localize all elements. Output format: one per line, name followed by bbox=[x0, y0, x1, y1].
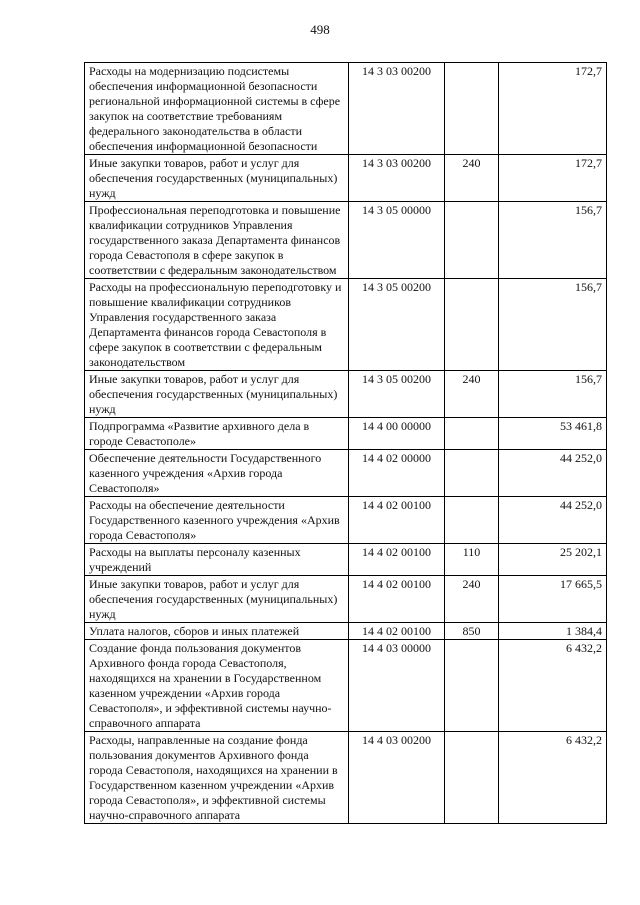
row-sum: 172,7 bbox=[499, 63, 607, 155]
row-sum: 156,7 bbox=[499, 202, 607, 279]
row-expense-type: 240 bbox=[445, 155, 499, 202]
table-row bbox=[85, 371, 607, 418]
row-expense-type bbox=[445, 497, 499, 544]
row-sum: 6 432,2 bbox=[499, 640, 607, 732]
table-row bbox=[85, 155, 607, 202]
row-name: Обеспечение деятельности Государственного казенного учреждения «Архив города Севастополя» bbox=[85, 450, 349, 497]
row-name: Иные закупки товаров, работ и услуг для обеспечения государственных (муниципальных) нужд bbox=[85, 576, 349, 623]
row-expense-type: 240 bbox=[445, 576, 499, 623]
row-sum: 6 432,2 bbox=[499, 732, 607, 824]
table-row bbox=[85, 497, 607, 544]
table-row bbox=[85, 732, 607, 824]
table-row bbox=[85, 640, 607, 732]
row-name: Расходы на выплаты персоналу казенных учреждений bbox=[85, 544, 349, 576]
table-row bbox=[85, 623, 607, 640]
row-expense-type bbox=[445, 279, 499, 371]
row-code: 14 4 02 00100 bbox=[349, 497, 445, 544]
row-sum: 156,7 bbox=[499, 371, 607, 418]
row-name: Подпрограмма «Развитие архивного дела в городе Севастополе» bbox=[85, 418, 349, 450]
page-number: 498 bbox=[310, 22, 330, 37]
table-row bbox=[85, 544, 607, 576]
row-expense-type: 240 bbox=[445, 371, 499, 418]
budget-table bbox=[84, 62, 607, 824]
row-expense-type: 110 bbox=[445, 544, 499, 576]
row-sum: 17 665,5 bbox=[499, 576, 607, 623]
row-name: Расходы, направленные на создание фонда пользования документов Архивного фонда города Севастополя, находящихся на хранении в Государственном казенном учреждении «Архив города Севастополя», и эффективной системы научно-справочного аппарата bbox=[85, 732, 349, 824]
row-expense-type bbox=[445, 418, 499, 450]
row-sum: 25 202,1 bbox=[499, 544, 607, 576]
row-expense-type bbox=[445, 202, 499, 279]
row-code: 14 3 03 00200 bbox=[349, 155, 445, 202]
budget-table-body bbox=[85, 63, 607, 824]
row-name: Расходы на профессиональную переподготовку и повышение квалификации сотрудников Управления государственного заказа Департамента финансов города Севастополя в сфере закупок в соответствии с федеральным законодательством bbox=[85, 279, 349, 371]
row-code: 14 4 00 00000 bbox=[349, 418, 445, 450]
row-name: Профессиональная переподготовка и повышение квалификации сотрудников Управления государственного заказа Департамента финансов города Севастополя в сфере закупок в соответствии с федеральным законодательством bbox=[85, 202, 349, 279]
table-row bbox=[85, 279, 607, 371]
row-name: Расходы на обеспечение деятельности Государственного казенного учреждения «Архив города Севастополя» bbox=[85, 497, 349, 544]
row-expense-type: 850 bbox=[445, 623, 499, 640]
row-name: Создание фонда пользования документов Архивного фонда города Севастополя, находящихся на хранении в Государственном казенном учреждении «Архив города Севастополя», и эффективной системы научно-справочного аппарата bbox=[85, 640, 349, 732]
row-code: 14 3 05 00200 bbox=[349, 279, 445, 371]
row-expense-type bbox=[445, 732, 499, 824]
row-sum: 156,7 bbox=[499, 279, 607, 371]
row-code: 14 4 03 00000 bbox=[349, 640, 445, 732]
row-name: Иные закупки товаров, работ и услуг для обеспечения государственных (муниципальных) нужд bbox=[85, 371, 349, 418]
table-row bbox=[85, 418, 607, 450]
row-sum: 44 252,0 bbox=[499, 497, 607, 544]
row-sum: 53 461,8 bbox=[499, 418, 607, 450]
row-name: Иные закупки товаров, работ и услуг для обеспечения государственных (муниципальных) нужд bbox=[85, 155, 349, 202]
row-name: Расходы на модернизацию подсистемы обеспечения информационной безопасности региональной информационной системы в сфере закупок на соответствие требованиям федерального законодательства в области обеспечения информационной безопасности bbox=[85, 63, 349, 155]
row-sum: 172,7 bbox=[499, 155, 607, 202]
row-code: 14 3 05 00000 bbox=[349, 202, 445, 279]
row-code: 14 4 02 00100 bbox=[349, 544, 445, 576]
row-code: 14 4 03 00200 bbox=[349, 732, 445, 824]
row-code: 14 4 02 00100 bbox=[349, 623, 445, 640]
row-code: 14 3 03 00200 bbox=[349, 63, 445, 155]
row-expense-type bbox=[445, 640, 499, 732]
table-row bbox=[85, 202, 607, 279]
table-row bbox=[85, 63, 607, 155]
row-expense-type bbox=[445, 450, 499, 497]
row-code: 14 3 05 00200 bbox=[349, 371, 445, 418]
table-row bbox=[85, 576, 607, 623]
row-sum: 44 252,0 bbox=[499, 450, 607, 497]
row-expense-type bbox=[445, 63, 499, 155]
row-code: 14 4 02 00000 bbox=[349, 450, 445, 497]
row-name: Уплата налогов, сборов и иных платежей bbox=[85, 623, 349, 640]
row-sum: 1 384,4 bbox=[499, 623, 607, 640]
table-row bbox=[85, 450, 607, 497]
row-code: 14 4 02 00100 bbox=[349, 576, 445, 623]
